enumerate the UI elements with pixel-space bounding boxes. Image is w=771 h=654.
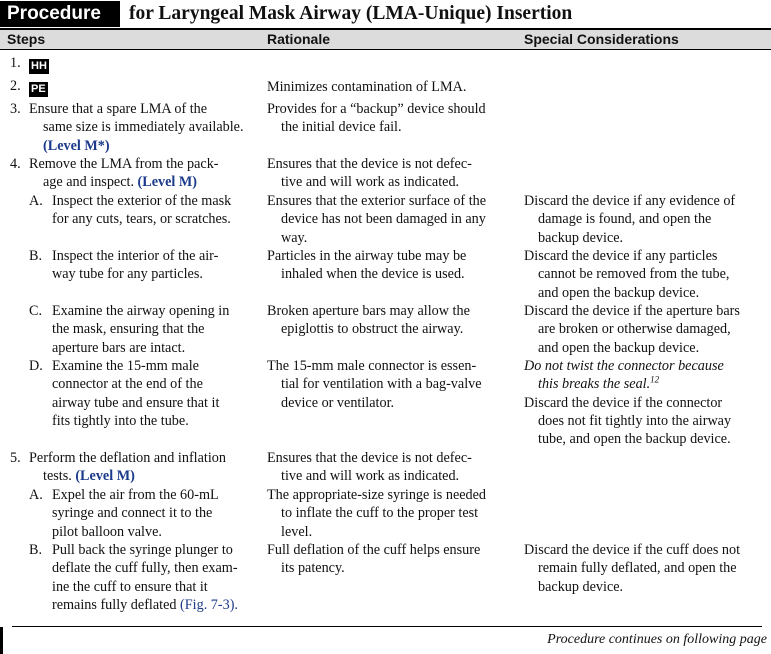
protective-equipment-icon: PE [31, 83, 46, 95]
step-4d-label: D. [29, 358, 43, 374]
step-5-text: Perform the deflation and inflation tests. (Level M) [29, 450, 226, 485]
step-4d-text: Examine the 15-mm male connector at the end of the airway tube and ensure that it fits tightly into the tube. [52, 358, 220, 429]
step-4-text: Remove the LMA from the pack- age and inspect. (Level M) [29, 156, 219, 191]
step-4a-special: Discard the device if any evidence of damage is found, and open the backup device. [524, 193, 736, 246]
step-4a-text: Inspect the exterior of the mask for any cuts, tears, or scratches. [52, 193, 232, 228]
step-5b-rationale: Full deflation of the cuff helps ensure its patency. [267, 542, 481, 577]
page-edge-bar [0, 627, 3, 654]
column-header-rationale: Rationale [267, 31, 331, 47]
evidence-level: (Level M) [137, 174, 198, 191]
step-4b-text: Inspect the interior of the air- way tube for any particles. [52, 248, 219, 283]
step-4b-special: Discard the device if any particles cannot be removed from the tube, and open the backup device. [524, 248, 730, 301]
step-3-number: 3. [10, 101, 21, 117]
step-5b-text: Pull back the syringe plunger to deflate the cuff fully, then exam- ine the cuff to ensure that it remains fully deflated (Fig. 7-3). [52, 542, 238, 613]
step-5b-special: Discard the device if the cuff does not remain fully deflated, and open the backup device. [524, 542, 741, 595]
step-4c-label: C. [29, 303, 43, 319]
procedure-badge: Procedure [0, 1, 120, 27]
step-2-rationale: Minimizes contamination of LMA. [267, 79, 467, 95]
step-3-rationale: Provides for a “backup” device should the initial device fail. [267, 101, 486, 136]
step-4c-text: Examine the airway opening in the mask, ensuring that the aperture bars are intact. [52, 303, 230, 356]
step-4b-rationale: Particles in the airway tube may be inhaled when the device is used. [267, 248, 467, 283]
step-1-number: 1. [10, 55, 21, 71]
step-2-number: 2. [10, 78, 21, 94]
step-4a-rationale: Ensures that the exterior surface of the device has not been damaged in any way. [267, 193, 487, 246]
step-4d-special: Do not twist the connector because this breaks the seal.$^{12}$ Discard the device if the connector does not fit tightly into the airway tube, and open the backup device. [524, 358, 732, 448]
reference-superscript: 12 [650, 374, 660, 385]
step-4c-rationale: Broken aperture bars may allow the epiglottis to obstruct the airway. [267, 303, 470, 338]
step-4b-label: B. [29, 248, 43, 264]
step-5-number: 5. [10, 450, 21, 466]
step-4-number: 4. [10, 156, 21, 172]
step-3-text: Ensure that a spare LMA of the same size is immediately available. (Level M*) [29, 101, 244, 154]
column-header-row [0, 30, 771, 50]
footer-divider [12, 626, 762, 627]
procedure-title-bar [0, 0, 771, 30]
column-header-special: Special Considerations [524, 31, 679, 47]
step-5a-rationale: The appropriate-size syringe is needed to inflate the cuff to the proper test level. [267, 487, 487, 540]
hand-hygiene-icon: HH [31, 60, 47, 72]
step-5a-label: A. [29, 487, 43, 503]
continuation-note: Procedure continues on following page [547, 632, 767, 647]
evidence-level: (Level M) [75, 468, 135, 485]
procedure-title: for Laryngeal Mask Airway (LMA-Unique) Insertion [129, 3, 573, 24]
step-5-rationale: Ensures that the device is not defec- tive and will work as indicated. [267, 450, 472, 485]
step-5b-label: B. [29, 542, 43, 558]
step-4-rationale: Ensures that the device is not defec- tive and will work as indicated. [267, 156, 472, 191]
figure-link[interactable]: (Fig. 7-3). [180, 596, 238, 613]
step-4a-label: A. [29, 193, 43, 209]
step-4c-special: Discard the device if the aperture bars are broken or otherwise damaged, and open the backup device. [524, 303, 740, 356]
evidence-level: (Level M*) [43, 137, 110, 154]
column-header-steps: Steps [7, 31, 46, 47]
step-5a-text: Expel the air from the 60-mL syringe and connect it to the pilot balloon valve. [52, 487, 219, 540]
step-4d-rationale: The 15-mm male connector is essen- tial for ventilation with a bag-valve device or ventilator. [267, 358, 482, 411]
